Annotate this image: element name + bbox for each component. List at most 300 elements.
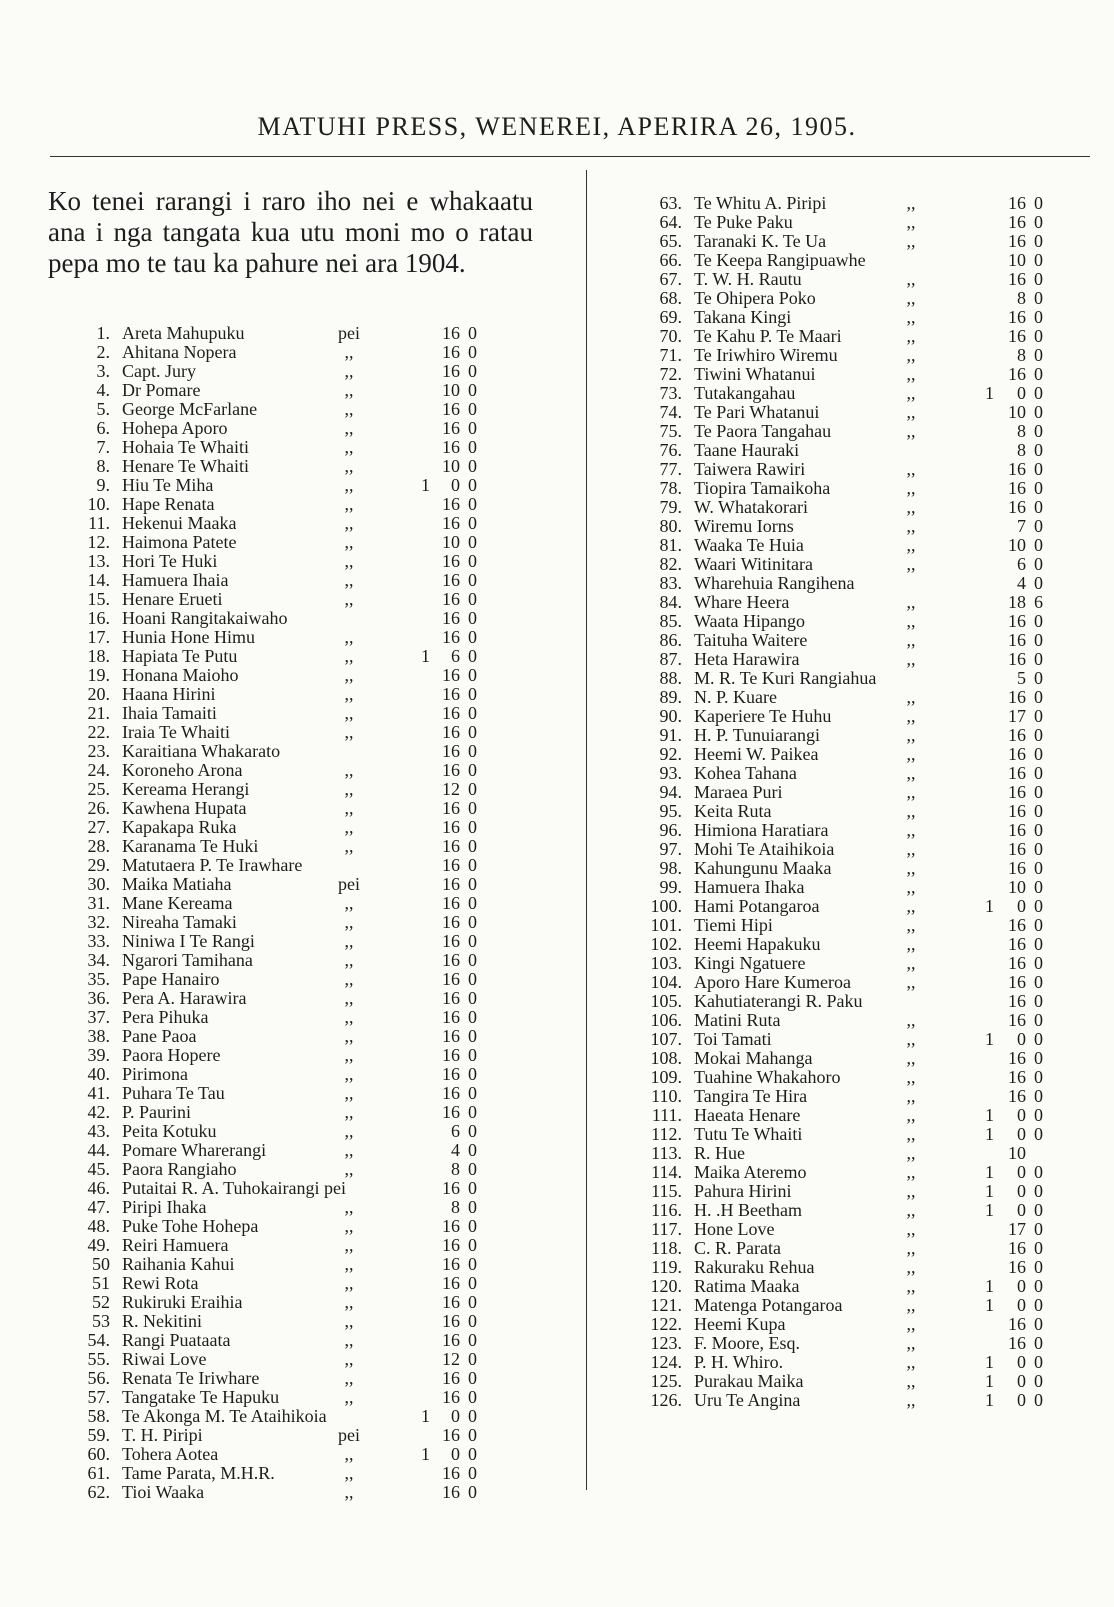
amount-shillings: 16 bbox=[442, 874, 460, 894]
entry-number: 80. bbox=[659, 516, 682, 536]
list-item bbox=[650, 650, 1090, 669]
amount-shillings: 16 bbox=[442, 323, 460, 343]
amount-pence: 0 bbox=[1034, 972, 1043, 992]
list-item bbox=[650, 194, 1090, 213]
entry-number: 93. bbox=[659, 763, 682, 783]
amount-pence: 0 bbox=[468, 1368, 477, 1388]
amount-pence: 0 bbox=[468, 817, 477, 837]
list-item bbox=[78, 1293, 518, 1312]
entry-name: Rewi Rota bbox=[122, 1273, 199, 1293]
list-item bbox=[78, 666, 518, 685]
amount-shillings: 16 bbox=[1008, 326, 1026, 346]
list-item bbox=[78, 1027, 518, 1046]
ditto-mark: ,, bbox=[344, 1387, 354, 1407]
amount-pence: 0 bbox=[1034, 459, 1043, 479]
ditto-mark: ,, bbox=[906, 1257, 916, 1277]
ditto-mark: ,, bbox=[344, 1273, 354, 1293]
entry-number: 16. bbox=[87, 608, 110, 628]
amount-pounds: 1 bbox=[985, 1295, 994, 1315]
ditto-mark: ,, bbox=[906, 1314, 916, 1334]
entry-name: Raihania Kahui bbox=[122, 1254, 235, 1274]
entry-number: 87. bbox=[659, 649, 682, 669]
entry-name: Hiu Te Miha bbox=[122, 475, 214, 495]
amount-shillings: 16 bbox=[1008, 1048, 1026, 1068]
list-item bbox=[650, 251, 1090, 270]
ditto-mark: ,, bbox=[906, 1067, 916, 1087]
amount-pence: 0 bbox=[468, 589, 477, 609]
entry-name: Te Kahu P. Te Maari bbox=[694, 326, 842, 346]
ditto-mark: ,, bbox=[906, 326, 916, 346]
amount-pence: 0 bbox=[468, 969, 477, 989]
entry-number: 12. bbox=[87, 532, 110, 552]
list-item bbox=[650, 840, 1090, 859]
amount-shillings: 16 bbox=[1008, 212, 1026, 232]
amount-pence: 0 bbox=[1034, 1010, 1043, 1030]
amount-pence: 0 bbox=[468, 1406, 477, 1426]
ditto-mark: ,, bbox=[906, 516, 916, 536]
amount-shillings: 4 bbox=[1017, 573, 1026, 593]
amount-shillings: 10 bbox=[1008, 1143, 1026, 1163]
entry-name: Kahutiaterangi R. Paku bbox=[694, 991, 863, 1011]
list-item bbox=[650, 707, 1090, 726]
ditto-mark: ,, bbox=[906, 763, 916, 783]
amount-shillings: 8 bbox=[1017, 288, 1026, 308]
amount-pence: 0 bbox=[468, 608, 477, 628]
amount-pence: 0 bbox=[1034, 991, 1043, 1011]
amount-pence: 0 bbox=[468, 475, 477, 495]
entry-name: Purakau Maika bbox=[694, 1371, 804, 1391]
ditto-mark: ,, bbox=[344, 1064, 354, 1084]
ditto-mark: ,, bbox=[344, 1235, 354, 1255]
list-item bbox=[78, 1426, 518, 1445]
amount-pence: 0 bbox=[468, 1311, 477, 1331]
entry-name: Matini Ruta bbox=[694, 1010, 781, 1030]
entry-number: 5. bbox=[96, 399, 110, 419]
entry-number: 47. bbox=[87, 1197, 110, 1217]
entry-number: 30. bbox=[87, 874, 110, 894]
entry-name: Mokai Mahanga bbox=[694, 1048, 813, 1068]
entry-number: 7. bbox=[96, 437, 110, 457]
entry-number: 122. bbox=[650, 1314, 682, 1334]
amount-pence: 0 bbox=[468, 779, 477, 799]
list-item bbox=[650, 802, 1090, 821]
amount-pence: 0 bbox=[1034, 1295, 1043, 1315]
entry-number: 72. bbox=[659, 364, 682, 384]
entry-name: Taranaki K. Te Ua bbox=[694, 231, 827, 251]
entry-name: Tiopira Tamaikoha bbox=[694, 478, 831, 498]
amount-shillings: 16 bbox=[1008, 744, 1026, 764]
ditto-mark: ,, bbox=[344, 551, 354, 571]
list-item bbox=[78, 837, 518, 856]
list-item bbox=[78, 514, 518, 533]
entry-number: 91. bbox=[659, 725, 682, 745]
entry-name: Kingi Ngatuere bbox=[694, 953, 806, 973]
amount-shillings: 16 bbox=[1008, 231, 1026, 251]
amount-pence: 0 bbox=[468, 1178, 477, 1198]
entry-name: Pera Pihuka bbox=[122, 1007, 209, 1027]
amount-pence: 0 bbox=[1034, 1238, 1043, 1258]
entry-number: 88. bbox=[659, 668, 682, 688]
entry-name: Riwai Love bbox=[122, 1349, 207, 1369]
entry-number: 116. bbox=[651, 1200, 682, 1220]
ditto-mark: ,, bbox=[906, 744, 916, 764]
amount-pence: 0 bbox=[468, 1463, 477, 1483]
ditto-mark: ,, bbox=[906, 953, 916, 973]
entry-name: C. R. Parata bbox=[694, 1238, 781, 1258]
entry-name: W. Whatakorari bbox=[694, 497, 808, 517]
entry-number: 86. bbox=[659, 630, 682, 650]
list-item bbox=[78, 1160, 518, 1179]
ditto-mark: ,, bbox=[344, 1463, 354, 1483]
amount-shillings: 10 bbox=[1008, 250, 1026, 270]
entry-number: 120. bbox=[650, 1276, 682, 1296]
list-item bbox=[78, 1274, 518, 1293]
list-item bbox=[650, 1239, 1090, 1258]
entry-number: 2. bbox=[96, 342, 110, 362]
list-item bbox=[78, 799, 518, 818]
entry-number: 96. bbox=[659, 820, 682, 840]
entry-number: 49. bbox=[87, 1235, 110, 1255]
entry-number: 60. bbox=[87, 1444, 110, 1464]
amount-pence: 0 bbox=[468, 342, 477, 362]
amount-pence: 0 bbox=[468, 456, 477, 476]
list-item bbox=[78, 1369, 518, 1388]
list-item bbox=[650, 536, 1090, 555]
amount-pence: 0 bbox=[1034, 668, 1043, 688]
ditto-mark: ,, bbox=[344, 342, 354, 362]
entry-name: Capt. Jury bbox=[122, 361, 196, 381]
amount-pence: 0 bbox=[1034, 934, 1043, 954]
amount-shillings: 16 bbox=[442, 1178, 460, 1198]
amount-shillings: 0 bbox=[451, 475, 460, 495]
amount-pence: 0 bbox=[1034, 516, 1043, 536]
entry-number: 40. bbox=[87, 1064, 110, 1084]
amount-pence: 0 bbox=[468, 950, 477, 970]
amount-pence: 0 bbox=[1034, 839, 1043, 859]
amount-shillings: 16 bbox=[442, 589, 460, 609]
list-item bbox=[650, 384, 1090, 403]
list-item bbox=[78, 1255, 518, 1274]
amount-pence: 0 bbox=[468, 912, 477, 932]
amount-shillings: 16 bbox=[442, 1368, 460, 1388]
entry-name: Keita Ruta bbox=[694, 801, 772, 821]
list-item bbox=[650, 1391, 1090, 1410]
entry-name: Heemi Kupa bbox=[694, 1314, 786, 1334]
amount-shillings: 10 bbox=[1008, 877, 1026, 897]
entry-name: Mane Kereama bbox=[122, 893, 233, 913]
entry-number: 54. bbox=[87, 1330, 110, 1350]
list-item bbox=[650, 593, 1090, 612]
entry-name: Maraea Puri bbox=[694, 782, 783, 802]
entry-name: George McFarlane bbox=[122, 399, 258, 419]
amount-pence: 0 bbox=[468, 1425, 477, 1445]
entry-number: 35. bbox=[87, 969, 110, 989]
entry-name: M. R. Te Kuri Rangiahua bbox=[694, 668, 877, 688]
entry-number: 45. bbox=[87, 1159, 110, 1179]
ditto-mark: ,, bbox=[906, 193, 916, 213]
ditto-mark: ,, bbox=[344, 760, 354, 780]
entry-number: 110. bbox=[651, 1086, 682, 1106]
amount-shillings: 16 bbox=[442, 1007, 460, 1027]
list-item bbox=[78, 647, 518, 666]
amount-pence: 0 bbox=[1034, 1352, 1043, 1372]
amount-shillings: 0 bbox=[1017, 1181, 1026, 1201]
ditto-mark: ,, bbox=[906, 801, 916, 821]
entry-name: Te Iriwhiro Wiremu bbox=[694, 345, 838, 365]
amount-shillings: 16 bbox=[442, 1102, 460, 1122]
amount-shillings: 16 bbox=[442, 817, 460, 837]
entry-name: Rukiruki Eraihia bbox=[122, 1292, 243, 1312]
entry-name: Whare Heera bbox=[694, 592, 790, 612]
list-item bbox=[78, 552, 518, 571]
list-item bbox=[78, 1179, 518, 1198]
ditto-mark: ,, bbox=[344, 399, 354, 419]
amount-pence: 0 bbox=[468, 1254, 477, 1274]
amount-pence: 0 bbox=[1034, 1371, 1043, 1391]
entry-number: 115. bbox=[651, 1181, 682, 1201]
ditto-mark: ,, bbox=[344, 627, 354, 647]
amount-pence: 0 bbox=[1034, 440, 1043, 460]
amount-pence: 0 bbox=[468, 988, 477, 1008]
entry-name: Himiona Haratiara bbox=[694, 820, 829, 840]
amount-shillings: 16 bbox=[442, 988, 460, 1008]
entry-name: Hone Love bbox=[694, 1219, 775, 1239]
amount-pence: 0 bbox=[468, 1482, 477, 1502]
entry-name: Hohaia Te Whaiti bbox=[122, 437, 250, 457]
entry-number: 90. bbox=[659, 706, 682, 726]
amount-shillings: 8 bbox=[1017, 440, 1026, 460]
entry-number: 83. bbox=[659, 573, 682, 593]
list-item bbox=[78, 1407, 518, 1426]
list-item bbox=[78, 476, 518, 495]
entry-name: Hekenui Maaka bbox=[122, 513, 237, 533]
ditto-mark: ,, bbox=[344, 1349, 354, 1369]
ditto-mark: ,, bbox=[906, 858, 916, 878]
list-item bbox=[650, 1296, 1090, 1315]
ditto-mark: ,, bbox=[344, 1159, 354, 1179]
amount-shillings: 16 bbox=[442, 418, 460, 438]
entry-number: 82. bbox=[659, 554, 682, 574]
list-item bbox=[650, 821, 1090, 840]
ditto-mark: ,, bbox=[906, 972, 916, 992]
column-divider bbox=[586, 170, 587, 1490]
amount-shillings: 16 bbox=[442, 570, 460, 590]
entry-number: 74. bbox=[659, 402, 682, 422]
amount-pence: 0 bbox=[1034, 364, 1043, 384]
entry-name: Pera A. Harawira bbox=[122, 988, 247, 1008]
amount-pence: 0 bbox=[1034, 1048, 1043, 1068]
ditto-mark: ,, bbox=[906, 1219, 916, 1239]
amount-shillings: 16 bbox=[442, 361, 460, 381]
amount-shillings: 6 bbox=[1017, 554, 1026, 574]
list-item bbox=[650, 1201, 1090, 1220]
amount-shillings: 0 bbox=[1017, 1200, 1026, 1220]
list-item bbox=[650, 1258, 1090, 1277]
entry-name: Kapakapa Ruka bbox=[122, 817, 237, 837]
ditto-mark: ,, bbox=[906, 1200, 916, 1220]
list-item bbox=[78, 362, 518, 381]
entry-name: Pane Paoa bbox=[122, 1026, 197, 1046]
amount-pence: 0 bbox=[468, 931, 477, 951]
amount-shillings: 10 bbox=[1008, 535, 1026, 555]
entry-name: Hohepa Aporo bbox=[122, 418, 228, 438]
entry-name: Tioi Waaka bbox=[122, 1482, 205, 1502]
amount-shillings: 10 bbox=[442, 380, 460, 400]
entry-number: 98. bbox=[659, 858, 682, 878]
amount-shillings: 16 bbox=[442, 760, 460, 780]
amount-pounds: 1 bbox=[985, 1029, 994, 1049]
amount-pence: 0 bbox=[468, 1026, 477, 1046]
entry-name: Heemi W. Paikea bbox=[694, 744, 819, 764]
entry-number: 4. bbox=[96, 380, 110, 400]
list-item bbox=[78, 1084, 518, 1103]
entry-number: 99. bbox=[659, 877, 682, 897]
amount-pence: 0 bbox=[468, 703, 477, 723]
amount-pence: 0 bbox=[1034, 953, 1043, 973]
entry-name: Uru Te Angina bbox=[694, 1390, 801, 1410]
entry-number: 107. bbox=[650, 1029, 682, 1049]
entry-name: Ahitana Nopera bbox=[122, 342, 237, 362]
entry-number: 31. bbox=[87, 893, 110, 913]
amount-pence: 0 bbox=[1034, 307, 1043, 327]
amount-pence: 0 bbox=[1034, 611, 1043, 631]
list-item bbox=[650, 1068, 1090, 1087]
list-item bbox=[78, 1464, 518, 1483]
list-item bbox=[650, 308, 1090, 327]
page-header: MATUHI PRESS, WENEREI, APERIRA 26, 1905. bbox=[257, 112, 857, 141]
entry-number: 38. bbox=[87, 1026, 110, 1046]
amount-shillings: 16 bbox=[1008, 1314, 1026, 1334]
amount-pence: 0 bbox=[1034, 763, 1043, 783]
entry-name: Matutaera P. Te Irawhare bbox=[122, 855, 303, 875]
amount-pence: 0 bbox=[468, 627, 477, 647]
amount-shillings: 17 bbox=[1008, 1219, 1026, 1239]
amount-pence: 0 bbox=[468, 855, 477, 875]
amount-pence: 0 bbox=[468, 1064, 477, 1084]
entry-number: 81. bbox=[659, 535, 682, 555]
amount-shillings: 16 bbox=[442, 950, 460, 970]
entry-name: Dr Pomare bbox=[122, 380, 201, 400]
entry-number: 65. bbox=[659, 231, 682, 251]
amount-shillings: 16 bbox=[1008, 497, 1026, 517]
amount-shillings: 17 bbox=[1008, 706, 1026, 726]
amount-shillings: 16 bbox=[442, 1292, 460, 1312]
amount-pence: 0 bbox=[1034, 193, 1043, 213]
amount-shillings: 16 bbox=[1008, 782, 1026, 802]
ditto-mark: ,, bbox=[906, 1162, 916, 1182]
list-item bbox=[650, 479, 1090, 498]
list-item bbox=[78, 381, 518, 400]
list-item bbox=[78, 1008, 518, 1027]
ditto-mark: ,, bbox=[344, 570, 354, 590]
entry-name: Putaitai R. A. Tuhokairangi pei bbox=[122, 1178, 347, 1198]
amount-pounds: 1 bbox=[985, 1181, 994, 1201]
amount-pence: 0 bbox=[1034, 1314, 1043, 1334]
list-item bbox=[650, 346, 1090, 365]
amount-pence: 0 bbox=[1034, 554, 1043, 574]
amount-shillings: 16 bbox=[1008, 934, 1026, 954]
amount-pence: 0 bbox=[1034, 1333, 1043, 1353]
entry-name: R. Hue bbox=[694, 1143, 745, 1163]
entry-name: Te Puke Paku bbox=[694, 212, 793, 232]
amount-shillings: 12 bbox=[442, 779, 460, 799]
amount-shillings: 0 bbox=[1017, 1295, 1026, 1315]
entry-name: F. Moore, Esq. bbox=[694, 1333, 801, 1353]
amount-shillings: 16 bbox=[442, 1330, 460, 1350]
amount-pence: 0 bbox=[1034, 212, 1043, 232]
list-item bbox=[650, 574, 1090, 593]
list-item bbox=[78, 742, 518, 761]
entry-name: H. P. Tunuiarangi bbox=[694, 725, 821, 745]
amount-pence: 0 bbox=[1034, 288, 1043, 308]
entry-name: Peita Kotuku bbox=[122, 1121, 217, 1141]
amount-pence: 0 bbox=[468, 323, 477, 343]
list-item bbox=[78, 609, 518, 628]
entry-number: 9. bbox=[96, 475, 110, 495]
amount-shillings: 16 bbox=[1008, 1238, 1026, 1258]
list-item bbox=[78, 932, 518, 951]
ditto-mark: ,, bbox=[344, 1026, 354, 1046]
amount-shillings: 16 bbox=[442, 1387, 460, 1407]
entry-number: 117. bbox=[651, 1219, 682, 1239]
ditto-mark: ,, bbox=[906, 497, 916, 517]
amount-pence: 0 bbox=[468, 874, 477, 894]
entry-number: 76. bbox=[659, 440, 682, 460]
amount-shillings: 16 bbox=[442, 627, 460, 647]
entry-number: 67. bbox=[659, 269, 682, 289]
entry-name: Karanama Te Huki bbox=[122, 836, 259, 856]
list-item bbox=[650, 973, 1090, 992]
entry-name: Maika Matiaha bbox=[122, 874, 232, 894]
amount-pence: 0 bbox=[468, 1083, 477, 1103]
amount-shillings: 16 bbox=[1008, 649, 1026, 669]
ditto-mark: ,, bbox=[906, 459, 916, 479]
entry-name: Kereama Herangi bbox=[122, 779, 250, 799]
amount-shillings: 16 bbox=[442, 798, 460, 818]
entry-name: Heta Harawira bbox=[694, 649, 800, 669]
amount-shillings: 16 bbox=[1008, 1010, 1026, 1030]
ditto-mark: ,, bbox=[906, 820, 916, 840]
list-item bbox=[78, 1350, 518, 1369]
amount-shillings: 16 bbox=[1008, 801, 1026, 821]
entry-number: 123. bbox=[650, 1333, 682, 1353]
entry-name: Ngarori Tamihana bbox=[122, 950, 253, 970]
ditto-mark: ,, bbox=[344, 988, 354, 1008]
ditto-mark: ,, bbox=[906, 364, 916, 384]
list-item bbox=[650, 270, 1090, 289]
entry-name: Hamuera Ihaia bbox=[122, 570, 229, 590]
ditto-mark: ,, bbox=[906, 592, 916, 612]
entry-name: Pomare Wharerangi bbox=[122, 1140, 267, 1160]
ditto-mark: ,, bbox=[906, 1352, 916, 1372]
entry-name: Hunia Hone Himu bbox=[122, 627, 255, 647]
amount-pounds: 1 bbox=[421, 646, 430, 666]
entry-name: Kohea Tahana bbox=[694, 763, 797, 783]
list-item bbox=[78, 571, 518, 590]
amount-shillings: 16 bbox=[442, 342, 460, 362]
entry-number: 51 bbox=[92, 1273, 110, 1293]
entry-name: Kawhena Hupata bbox=[122, 798, 247, 818]
amount-shillings: 16 bbox=[442, 665, 460, 685]
list-item bbox=[78, 1445, 518, 1464]
entry-name: Ihaia Tamaiti bbox=[122, 703, 217, 723]
list-item bbox=[650, 1277, 1090, 1296]
entry-number: 13. bbox=[87, 551, 110, 571]
entry-name: Piripi Ihaka bbox=[122, 1197, 207, 1217]
list-item bbox=[78, 704, 518, 723]
ditto-mark: ,, bbox=[344, 475, 354, 495]
list-item bbox=[650, 517, 1090, 536]
